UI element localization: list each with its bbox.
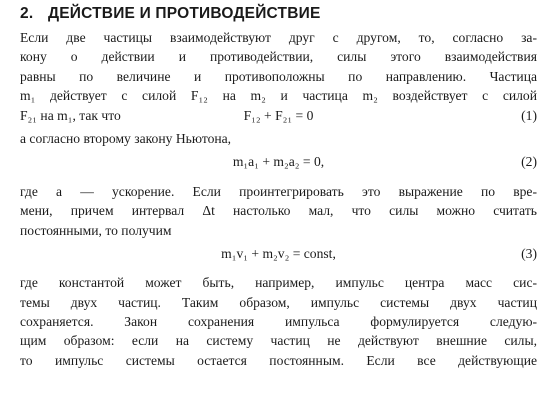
equation-1 xyxy=(20,106,537,125)
text-line: F₂₁ на m₁, так что xyxy=(20,107,121,123)
text-line: кону о действии и противодействии, силы этого взаимодействия xyxy=(20,49,537,65)
text-line: где a — ускорение. Если проинтегрировать это выражение по вре- xyxy=(20,183,537,199)
text-line: сохраняется. Закон сохранения импульса формулируется следую- xyxy=(20,314,537,330)
equation-2-number: (2) xyxy=(521,154,537,170)
text-line: постоянными, то получим xyxy=(20,222,172,238)
equation-3-expression: m₁v₁ + m₂v₂ = const, xyxy=(221,245,336,261)
text-line: где константой может быть, например, импульс центра масс сис- xyxy=(20,275,537,291)
section-number: 2. xyxy=(20,5,34,22)
section-heading xyxy=(20,3,540,25)
section-title: ДЕЙСТВИЕ И ПРОТИВОДЕЙСТВИЕ xyxy=(48,5,321,22)
text-line: щим образом: если на систему частиц не действуют внешние силы, xyxy=(20,333,537,349)
equation-1-expression: F₁₂ + F₂₁ = 0 xyxy=(243,107,314,123)
equation-2 xyxy=(20,152,537,171)
equation-3 xyxy=(20,244,537,263)
body-text xyxy=(20,28,537,370)
text-line: мени, причем интервал Δt настолько мал, что силы можно считать xyxy=(20,203,537,219)
text-line: а согласно второму закону Ньютона, xyxy=(20,130,232,146)
text-line: темы двух частиц. Таким образом, импульс системы двух частиц xyxy=(20,294,537,310)
text-line: Если две частицы взаимодействуют друг с другом, то, согласно за- xyxy=(20,30,537,45)
text-line: то импульс системы остается постоянным. Если все действующие xyxy=(20,352,537,368)
text-line: равны по величине и противоположны по направлению. Частица xyxy=(20,68,537,84)
equation-3-number: (3) xyxy=(521,245,537,261)
equation-2-expression: m₁a₁ + m₂a₂ = 0, xyxy=(232,154,325,170)
text-line: m₁ действует с силой F₁₂ на m₂ и частица m₂ воздействует с силой xyxy=(20,88,537,104)
equation-1-number: (1) xyxy=(521,107,537,123)
